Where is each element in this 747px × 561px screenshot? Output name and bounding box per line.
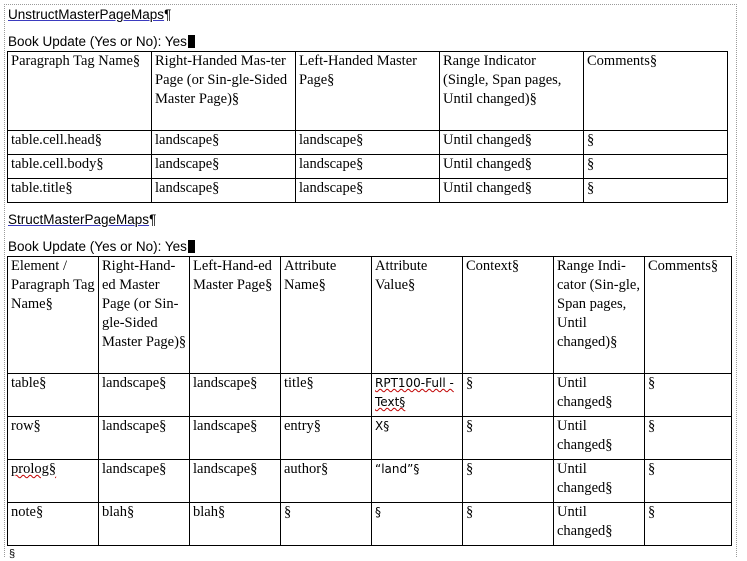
header-cell: Comments§ [584, 52, 728, 131]
table-cell: table.title§ [8, 179, 152, 203]
table-cell: “land”§ [372, 460, 463, 503]
table-cell: entry§ [281, 417, 372, 460]
table-cell: § [584, 179, 728, 203]
table-cell: blah§ [190, 503, 281, 546]
unstruct-master-page-table [7, 51, 728, 203]
table-cell: landscape§ [152, 155, 296, 179]
table-cell [8, 460, 99, 503]
text-cursor-icon [188, 35, 195, 48]
table-cell: Until changed§ [554, 417, 645, 460]
table-cell: note§ [8, 503, 99, 546]
header-cell: Right-Handed Mas-ter Page (or Sin-gle-Sided Master Page)§ [152, 52, 296, 131]
table-cell: § [463, 417, 554, 460]
table-cell: landscape§ [99, 417, 190, 460]
table-cell: Until changed§ [554, 460, 645, 503]
header-cell: Attribute Value§ [372, 257, 463, 374]
spellcheck-text: prolog§ [11, 461, 57, 477]
table-cell: Until changed§ [440, 131, 584, 155]
table-cell: row§ [8, 417, 99, 460]
paragraph-mark: ¶ [164, 7, 172, 22]
table-header-row [8, 52, 728, 131]
header-cell: Comments§ [645, 257, 732, 374]
header-cell: Range Indi-cator (Sin-gle, Span pages, Until changed)§ [554, 257, 645, 374]
table-cell: § [463, 460, 554, 503]
table-cell: blah§ [99, 503, 190, 546]
table-cell: landscape§ [296, 179, 440, 203]
table-cell: title§ [281, 374, 372, 417]
table-cell: landscape§ [190, 460, 281, 503]
header-cell: Paragraph Tag Name§ [8, 52, 152, 131]
table-cell: § [281, 503, 372, 546]
section-mark: § [9, 548, 16, 560]
table-cell: landscape§ [152, 131, 296, 155]
header-cell: Element / Paragraph Tag Name§ [8, 257, 99, 374]
table-cell: Until changed§ [554, 374, 645, 417]
table-row [8, 503, 732, 546]
table-cell: § [463, 503, 554, 546]
table-cell: § [372, 503, 463, 546]
table-cell: Until changed§ [440, 179, 584, 203]
header-cell: Left-Handed Master Page§ [296, 52, 440, 131]
table-cell: author§ [281, 460, 372, 503]
table-cell: landscape§ [190, 417, 281, 460]
header-cell: Left-Hand-ed Master Page§ [190, 257, 281, 374]
table-cell: table.cell.body§ [8, 155, 152, 179]
header-cell: Context§ [463, 257, 554, 374]
table-cell: X§ [372, 417, 463, 460]
table-cell: table§ [8, 374, 99, 417]
table-cell: § [645, 460, 732, 503]
table-cell: landscape§ [190, 374, 281, 417]
table-cell: § [584, 131, 728, 155]
table-cell: landscape§ [296, 131, 440, 155]
table-header-row [8, 257, 732, 374]
table-cell: table.cell.head§ [8, 131, 152, 155]
table-cell: § [463, 374, 554, 417]
section1-book-update: Book Update (Yes or No): Yes [8, 34, 195, 49]
table-cell: landscape§ [296, 155, 440, 179]
struct-master-page-table [7, 256, 732, 546]
section2-book-update: Book Update (Yes or No): Yes [8, 239, 195, 254]
table-cell: landscape§ [99, 374, 190, 417]
section2-heading: StructMasterPageMaps¶ [8, 212, 157, 227]
section1-heading: UnstructMasterPageMaps¶ [8, 7, 172, 22]
table-row [8, 417, 732, 460]
table-row [8, 131, 728, 155]
table-row [8, 155, 728, 179]
table-cell [372, 374, 463, 417]
table-cell: Until changed§ [440, 155, 584, 179]
table-cell: § [645, 503, 732, 546]
table-cell: § [645, 417, 732, 460]
table-row [8, 374, 732, 417]
text-cursor-icon [188, 240, 195, 253]
paragraph-mark: ¶ [149, 212, 157, 227]
spellcheck-text: RPT100-Full - Text§ [375, 376, 454, 409]
table-cell: § [584, 155, 728, 179]
header-cell: Attribute Name§ [281, 257, 372, 374]
table-row [8, 179, 728, 203]
table-cell: Until changed§ [554, 503, 645, 546]
header-cell: Right-Hand-ed Master Page (or Sin-gle-Sided Master Page)§ [99, 257, 190, 374]
table-row [8, 460, 732, 503]
table-cell: § [645, 374, 732, 417]
table-cell: landscape§ [99, 460, 190, 503]
table-cell: landscape§ [152, 179, 296, 203]
header-cell: Range Indicator (Single, Span pages, Until changed)§ [440, 52, 584, 131]
